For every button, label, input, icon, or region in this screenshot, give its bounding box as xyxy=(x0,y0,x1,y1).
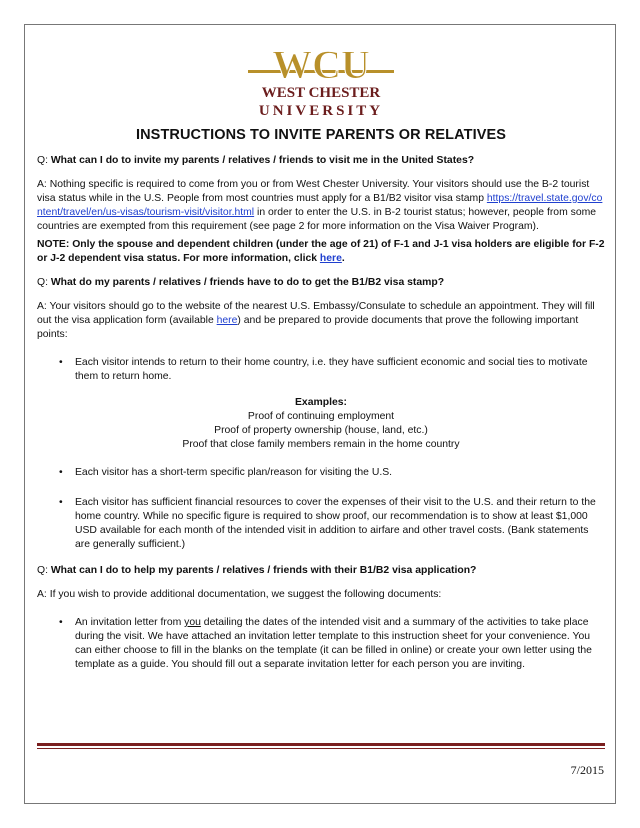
bullet-icon: • xyxy=(59,467,63,478)
list-item: • Each visitor intends to return to their home country, i.e. they have sufficient economic and social ties to motivate them to return home. xyxy=(59,357,588,382)
revision-date: 7/2015 xyxy=(570,763,604,777)
logo-line1: WEST CHESTER xyxy=(261,85,381,101)
visitor-visa-link[interactable]: https://travel.state.gov/content/travel/en/us-visas/tourism-visit/visitor.html xyxy=(37,193,603,218)
requirements-list-2 xyxy=(37,466,605,552)
note-paragraph: NOTE: Only the spouse and dependent children (under the age of 21) of F-1 and J-1 visa holders are eligible for F-2 or J-2 dependent visa status. For more information, click here. xyxy=(37,239,605,264)
answer-1: A: Nothing specific is required to come from you or from West Chester University. Your visitors should use the B-2 tourist visa status while in the U.S. People from most countries must apply for a B1/B2 visitor visa stamp https://travel.state.gov/content/travel/en/us-visas/tourism-visit/visitor.html in order to enter the U.S. in B-2 tourist status; however, people from some countries are exempted from this requirement (see page 2 for more information on the Visa Waiver Program). xyxy=(37,179,603,232)
bullet-icon: • xyxy=(59,617,63,628)
footer-rule-thin xyxy=(37,748,605,749)
list-item: • An invitation letter from you detailing the dates of the intended visit and a summary of the activities to take place during the visit. We have attached an invitation letter template to this instruction sheet for your convenience. You can either choose to fill in the blanks on the template (it can be filled in online) or create your own letter using the template as a guide. You should fill out a separate invitation letter for each person you are inviting. xyxy=(59,617,592,670)
documents-list xyxy=(37,616,605,672)
answer-3: A: If you wish to provide additional documentation, we suggest the following documents: xyxy=(37,589,442,600)
list-item: • Each visitor has a short-term specific plan/reason for visiting the U.S. xyxy=(59,467,393,478)
example-item: Proof of property ownership (house, land, etc.) xyxy=(214,425,428,436)
document-body xyxy=(37,40,605,684)
logo-wcu: WCU xyxy=(272,42,370,87)
requirements-list xyxy=(37,356,605,384)
page-title: INSTRUCTIONS TO INVITE PARENTS OR RELATIVES xyxy=(135,127,507,143)
examples-block xyxy=(37,396,605,452)
answer-2: A: Your visitors should go to the website of the nearest U.S. Embassy/Consulate to schedule an appointment. They will fill out the visa application form (available here) and be prepared to provide documents that prove the following important points: xyxy=(37,301,595,340)
bullet-icon: • xyxy=(59,357,63,368)
list-item: • Each visitor has sufficient financial resources to cover the expenses of their visit to the U.S. and their return to the home country. While no specific figure is required to show proof, our recommendation is to show at least $1,000 USD available for each month of the intended visit in addition to airfare and other travel costs. (Bank statements are generally sufficient.) xyxy=(59,497,596,550)
note-here-link[interactable]: here xyxy=(319,253,342,264)
question-3: Q: What can I do to help my parents / relatives / friends with their B1/B2 visa application? xyxy=(37,565,477,576)
question-2: Q: What do my parents / relatives / friends have to do to get the B1/B2 visa stamp? xyxy=(37,277,445,288)
question-1: Q: What can I do to invite my parents / relatives / friends to visit me in the United States? xyxy=(37,155,475,166)
examples-title: Examples: xyxy=(295,397,347,408)
university-logo xyxy=(246,40,396,120)
logo-line2: UNIVERSITY xyxy=(258,103,384,119)
application-form-link[interactable]: here xyxy=(216,315,238,326)
footer-rule xyxy=(37,743,605,746)
example-item: Proof of continuing employment xyxy=(247,411,395,422)
bullet-icon: • xyxy=(59,497,63,508)
example-item: Proof that close family members remain in the home country xyxy=(182,439,460,450)
